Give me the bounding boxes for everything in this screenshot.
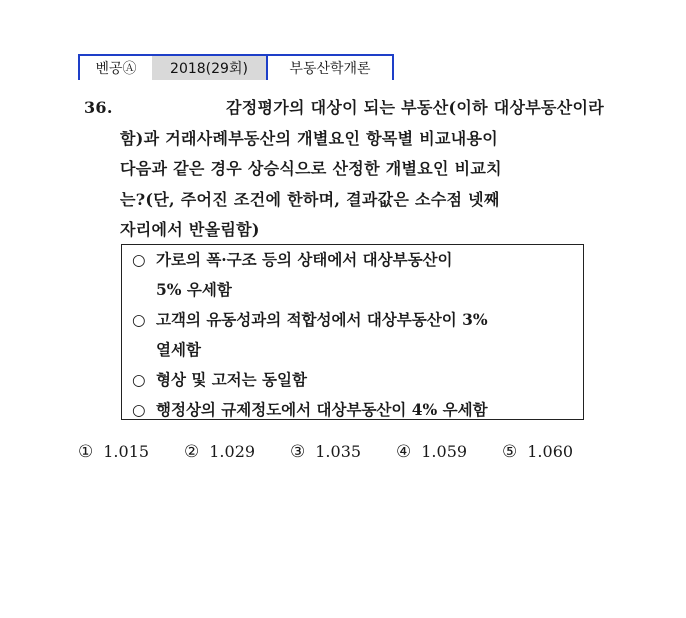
condition-text-line: 형상 및 고저는 동일함	[156, 370, 307, 389]
answer-choice-3[interactable]	[290, 441, 396, 463]
condition-text-line: 열세함	[156, 340, 201, 359]
conditions-box	[121, 244, 584, 420]
choice-number: ③	[290, 442, 306, 462]
bullet-circle-icon: ○	[132, 311, 146, 329]
bullet-circle-icon: ○	[132, 251, 146, 269]
question-stem	[84, 93, 604, 246]
exam-header	[78, 54, 394, 80]
question-text-line: 감정평가의 대상이 되는 부동산(이하 대상부동산이라	[226, 98, 604, 117]
condition-text-line: 행정상의 규제정도에서 대상부동산이 4% 우세함	[156, 400, 488, 419]
condition-text-line: 고객의 유동성과의 적합성에서 대상부동산이 3%	[156, 310, 488, 329]
answer-choice-2[interactable]	[184, 441, 290, 463]
choice-value: 1.059	[421, 442, 468, 461]
choice-value: 1.029	[209, 442, 256, 461]
choice-value: 1.015	[103, 442, 150, 461]
condition-item	[132, 245, 577, 305]
question-text-line: 다음과 같은 경우 상승식으로 산정한 개별요인 비교치	[120, 159, 502, 178]
answer-choice-4[interactable]	[396, 441, 502, 463]
question-line	[84, 154, 604, 185]
answer-choice-5[interactable]	[502, 441, 608, 463]
choice-number: ②	[184, 442, 200, 462]
question-text-line: 함)과 거래사례부동산의 개별요인 항목별 비교내용이	[120, 128, 498, 148]
question-line	[84, 93, 604, 124]
choice-value: 1.060	[527, 442, 574, 461]
question-number: 36.	[84, 98, 113, 117]
bullet-circle-icon: ○	[132, 401, 146, 419]
choice-number: ①	[78, 442, 94, 462]
question-text-line: 자리에서 반올림함)	[120, 220, 260, 239]
exam-year-label: 2018(29회)	[152, 56, 266, 80]
choice-number: ④	[396, 442, 412, 462]
question-line	[84, 124, 604, 155]
condition-text-line: 가로의 폭·구조 등의 상태에서 대상부동산이	[156, 250, 453, 269]
condition-item	[132, 365, 577, 395]
question-line	[84, 185, 604, 216]
question-text-line: 는?(단, 주어진 조건에 한하며, 결과값은 소수점 넷째	[120, 189, 500, 209]
choice-number: ⑤	[502, 442, 518, 462]
bullet-circle-icon: ○	[132, 371, 146, 389]
condition-text-line: 5% 우세함	[156, 280, 232, 299]
condition-item	[132, 305, 577, 365]
condition-item	[132, 395, 577, 425]
answer-choices	[78, 441, 608, 463]
answer-choice-1[interactable]	[78, 441, 184, 463]
exam-source-label: 벤공Ⓐ	[80, 56, 152, 80]
choice-value: 1.035	[315, 442, 362, 461]
question-line	[84, 215, 604, 246]
exam-subject-label: 부동산학개론	[266, 56, 394, 80]
